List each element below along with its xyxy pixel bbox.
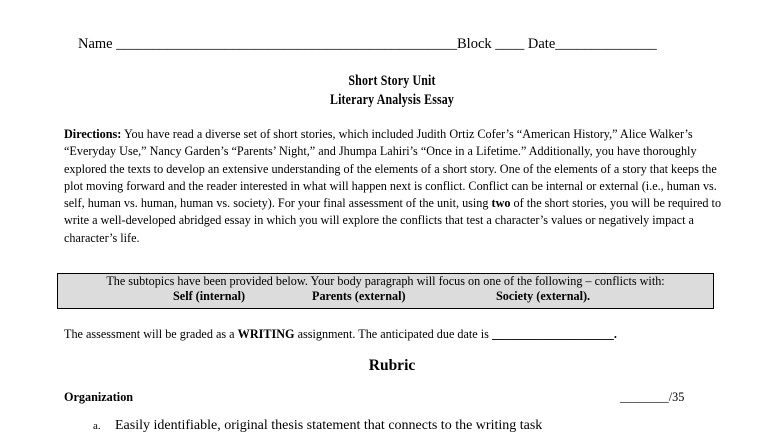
unit-title: Short Story Unit	[348, 73, 436, 89]
subtopics-list	[58, 289, 713, 304]
rubric-item-text: Easily identifiable, original thesis statement that connects to the writing task	[115, 418, 543, 433]
rubric-section-name: Organization	[64, 390, 134, 404]
assessment-text: The assessment will be graded as a	[64, 327, 235, 341]
rubric-heading: Rubric	[368, 357, 416, 374]
rubric-item-marker: a.	[93, 420, 101, 432]
subtopics-intro: The subtopics have been provided below. Your body paragraph will focus on one of the following – conflicts with:	[106, 274, 665, 288]
directions-paragraph	[64, 126, 724, 247]
assessment-emphasis: WRITING	[237, 327, 295, 341]
assessment-text-after: assignment. The anticipated due date is	[297, 327, 489, 341]
rubric-item	[93, 418, 542, 434]
essay-title: Literary Analysis Essay	[329, 92, 454, 108]
name-block-date-line: Name _______________________________________________Block ____ Date______________	[78, 36, 657, 52]
assessment-line	[64, 327, 617, 342]
due-date-blank: ____________________.	[491, 327, 617, 341]
directions-text-end: of the short stories, you will be required to write a well-developed abridged essay in which you will explore the conflicts that test a character’s values or negatively impact a character’s life.	[64, 196, 722, 245]
rubric-section-score: ________/35	[620, 390, 685, 404]
subtopic-item: Self (internal)	[173, 289, 246, 303]
directions-emphasis: two	[491, 196, 511, 211]
subtopic-item: Society (external).	[496, 289, 591, 303]
subtopics-box	[57, 273, 714, 309]
subtopic-item: Parents (external)	[312, 289, 406, 303]
directions-text: You have read a diverse set of short stories, which included Judith Ortiz Cofer’s “American History,” Alice Walker’s “Everyday Use,” Nancy Garden’s “Parents’ Night,” and Jhumpa Lahiri’s “Once in a Lifetime.” Additionally, you have thoroughly explored the texts to develop an extensive understanding of the elements of a short story. One of the elements of a story that keeps the plot moving forward and the reader interested in what will happen next is conflict. Conflict can be internal or external (i.e., human vs. self, human vs. human, human vs. society). For your final assessment of the unit, using	[64, 127, 717, 211]
directions-label: Directions:	[64, 127, 122, 141]
